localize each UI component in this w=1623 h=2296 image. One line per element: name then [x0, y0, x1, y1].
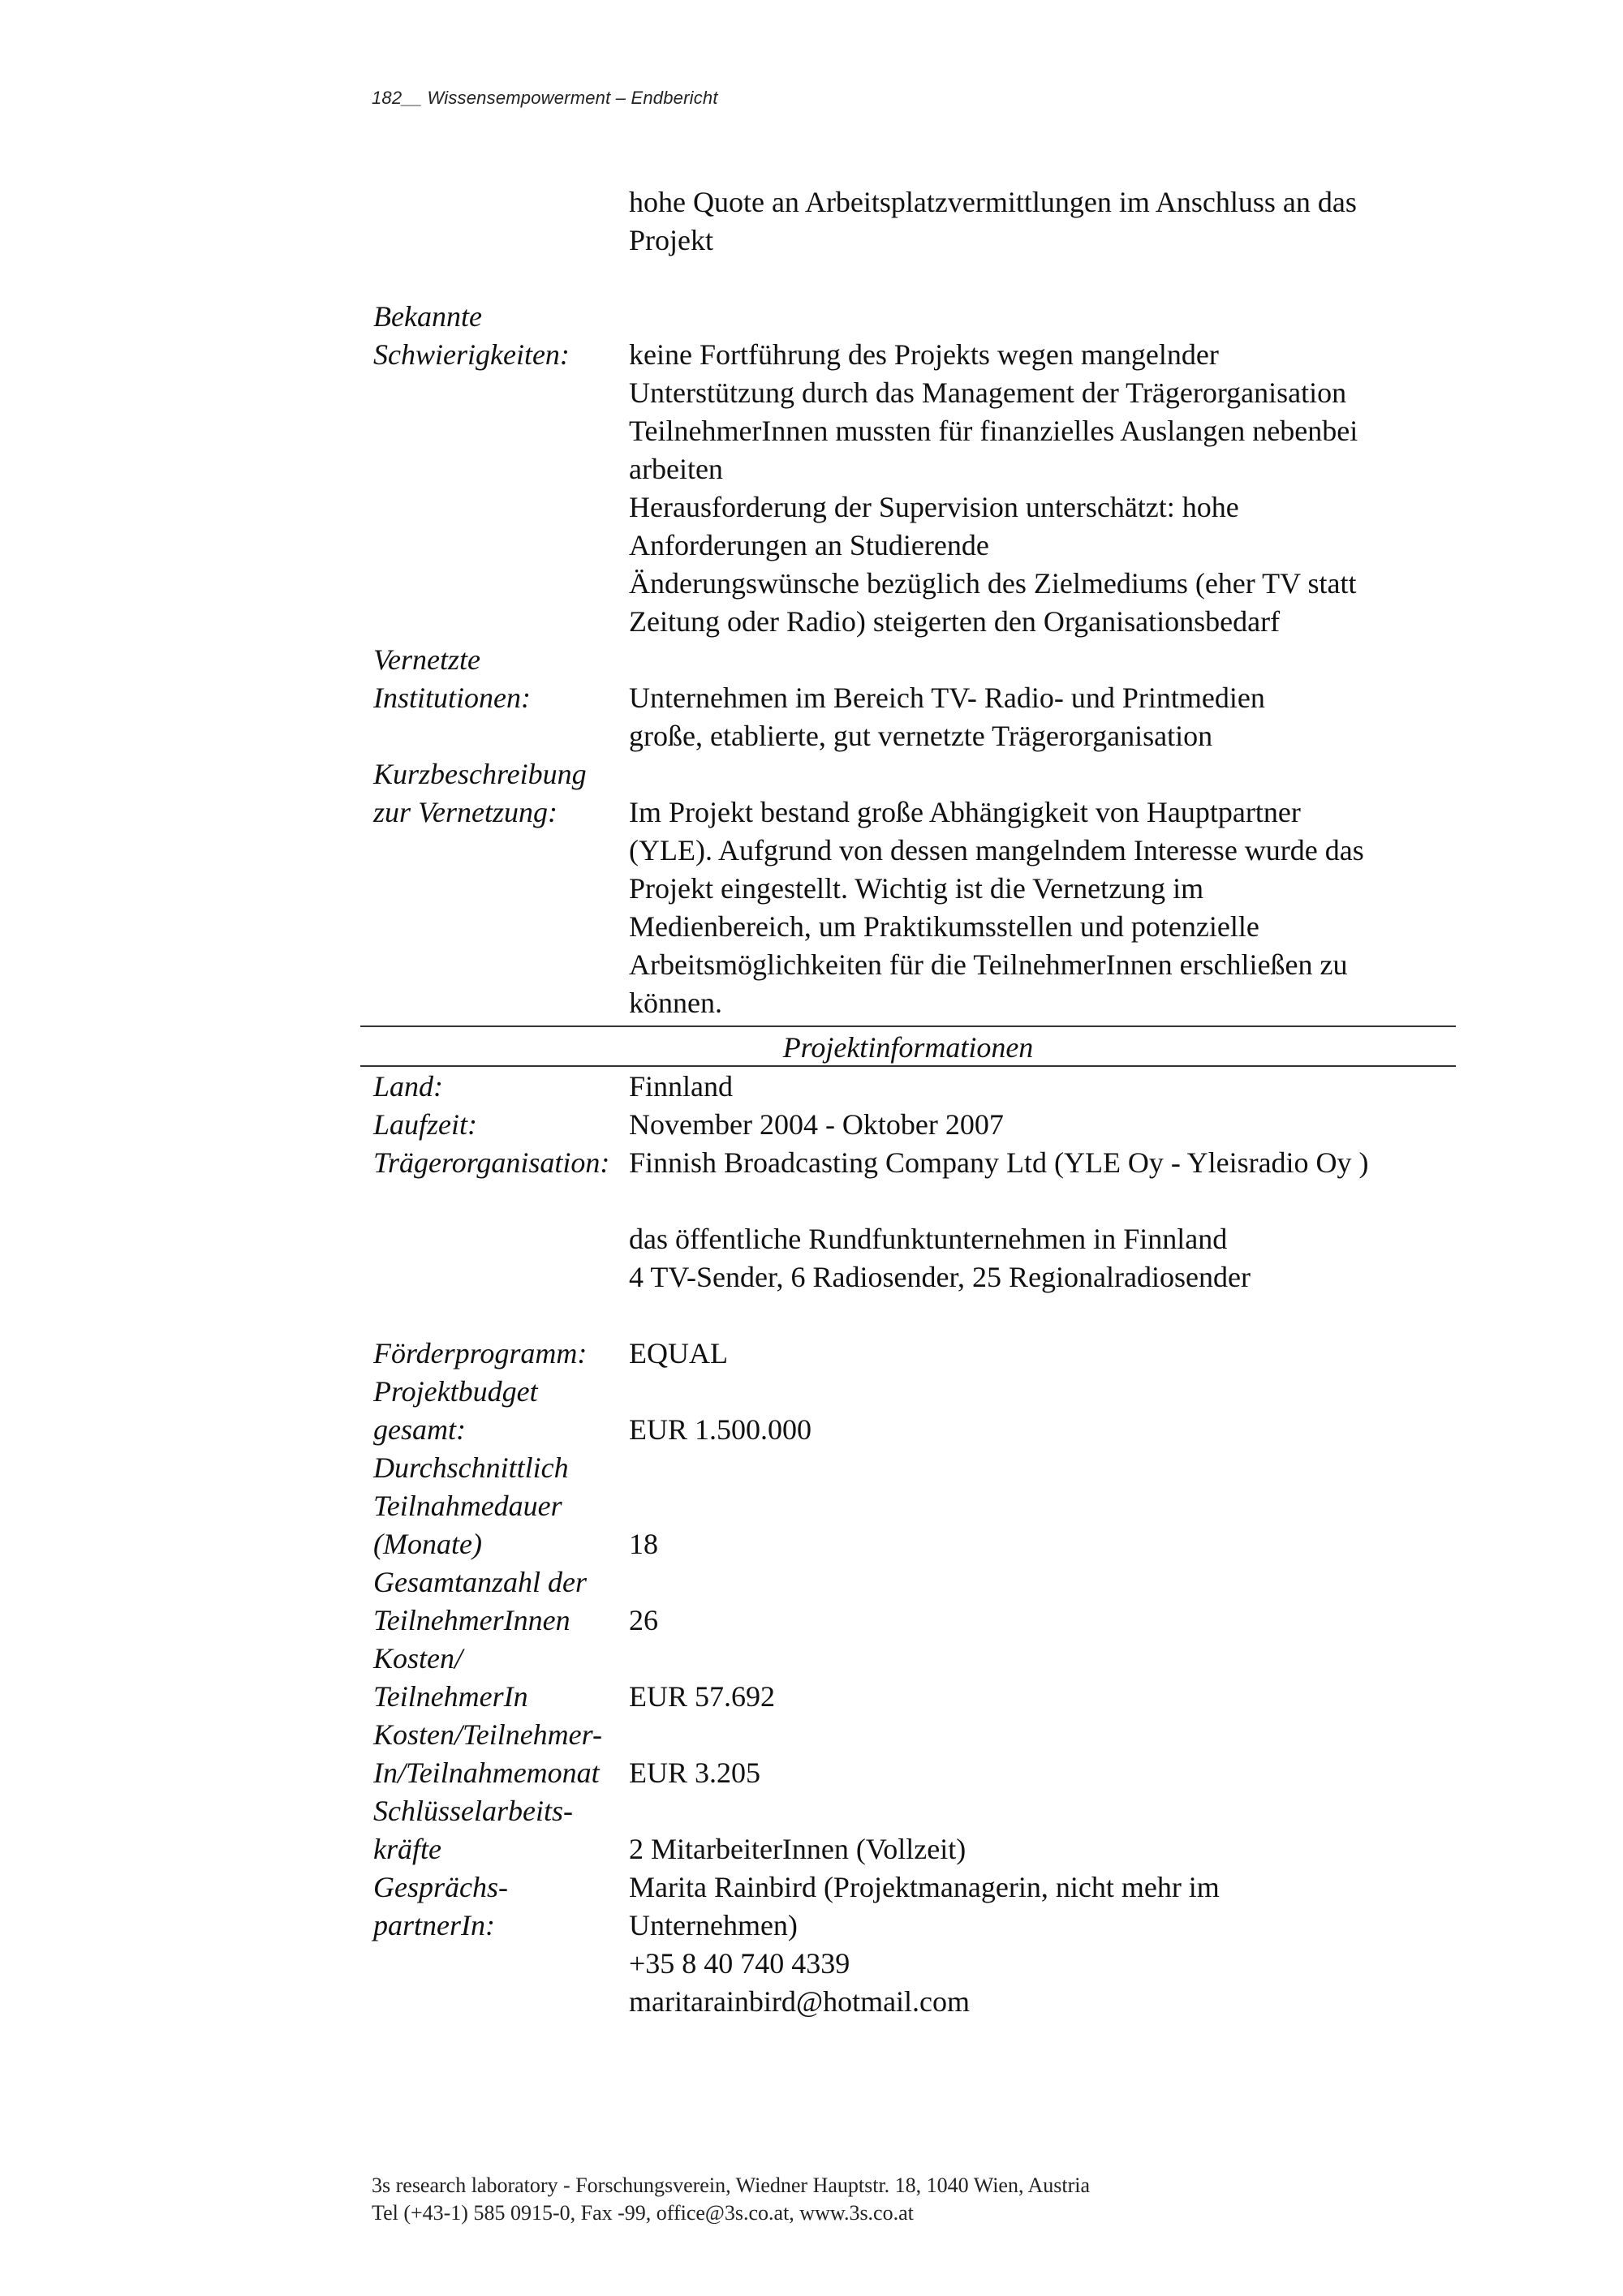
- section-title: Projektinformationen: [782, 1031, 1034, 1064]
- text-line: Unterstützung durch das Management der Trägerorganisation: [629, 376, 1347, 409]
- budget-value: EUR 1.500.000: [629, 1413, 812, 1446]
- text-line: Unternehmen im Bereich TV- Radio- und Printmedien: [629, 681, 1265, 714]
- dauer-label: (Monate): [373, 1528, 482, 1560]
- kosten-monat-label: Kosten/Teilnehmer-: [373, 1718, 602, 1751]
- gespraech-label: Gesprächs-: [373, 1871, 508, 1903]
- anzahl-label: TeilnehmerInnen: [373, 1604, 570, 1636]
- difficulties-label: Bekannte: [373, 300, 482, 333]
- text-line: Zeitung oder Radio) steigerten den Organisationsbedarf: [629, 605, 1281, 638]
- kosten-label: TeilnehmerIn: [373, 1680, 528, 1713]
- land-value: Finnland: [629, 1070, 734, 1103]
- text-line: keine Fortführung des Projekts wegen mangelnder: [629, 338, 1219, 371]
- section-rule-top: [360, 1025, 1456, 1027]
- traeger-label: Trägerorganisation:: [373, 1146, 610, 1179]
- dauer-label: Teilnahmedauer: [373, 1490, 562, 1522]
- anzahl-label: Gesamtanzahl der: [373, 1566, 587, 1598]
- text-line: (YLE). Aufgrund von dessen mangelndem Interesse wurde das: [629, 834, 1364, 866]
- land-label: Land:: [373, 1070, 444, 1103]
- text-line: Projekt eingestellt. Wichtig ist die Vernetzung im: [629, 872, 1204, 905]
- running-head: 182__ Wissensempowerment – Endbericht: [372, 88, 718, 108]
- contact-email: maritarainbird@hotmail.com: [629, 1985, 971, 2018]
- anzahl-value: 26: [629, 1604, 658, 1636]
- footer-address: 3s research laboratory - Forschungsverein, Wiedner Hauptstr. 18, 1040 Wien, Austria: [372, 2173, 1091, 2197]
- difficulties-label: Schwierigkeiten:: [373, 338, 570, 371]
- laufzeit-label: Laufzeit:: [373, 1108, 478, 1141]
- schluessel-label: kräfte: [373, 1833, 441, 1865]
- dauer-value: 18: [629, 1528, 658, 1560]
- networking-label: zur Vernetzung:: [373, 796, 558, 828]
- text-line: hohe Quote an Arbeitsplatzvermittlungen im Anschluss an das: [629, 186, 1357, 218]
- text-line: große, etablierte, gut vernetzte Trägerorganisation: [629, 720, 1213, 752]
- page-footer: [372, 2172, 1090, 2227]
- gespraech-label: partnerIn:: [373, 1909, 495, 1941]
- kosten-label: Kosten/: [373, 1642, 463, 1675]
- contact-phone: +35 8 40 740 4339: [629, 1947, 850, 1980]
- laufzeit-value: November 2004 - Oktober 2007: [629, 1108, 1004, 1141]
- text-line: Projekt: [629, 224, 713, 256]
- traeger-detail: das öffentliche Rundfunktunternehmen in Finnland: [629, 1223, 1228, 1255]
- text-line: Anforderungen an Studierende: [629, 529, 989, 561]
- text-line: Im Projekt bestand große Abhängigkeit von Hauptpartner: [629, 796, 1301, 828]
- foerder-label: Förderprogramm:: [373, 1337, 588, 1369]
- text-line: können.: [629, 987, 722, 1019]
- foerder-value: EQUAL: [629, 1337, 728, 1369]
- traeger-detail: 4 TV-Sender, 6 Radiosender, 25 Regionalradiosender: [629, 1261, 1251, 1293]
- text-line: Änderungswünsche bezüglich des Zielmediums (eher TV statt: [629, 567, 1357, 600]
- text-line: arbeiten: [629, 453, 723, 485]
- section-rule-bottom: [360, 1065, 1456, 1067]
- traeger-value: Finnish Broadcasting Company Ltd (YLE Oy - Yleisradio Oy ): [629, 1146, 1369, 1179]
- schluessel-label: Schlüsselarbeits-: [373, 1795, 573, 1827]
- budget-label: Projektbudget: [373, 1375, 538, 1408]
- kosten-monat-value: EUR 3.205: [629, 1756, 760, 1789]
- kosten-monat-label: In/Teilnahmemonat: [373, 1756, 600, 1789]
- dauer-label: Durchschnittlich: [373, 1451, 569, 1484]
- text-line: Medienbereich, um Praktikumsstellen und potenzielle: [629, 910, 1259, 943]
- footer-contact: Tel (+43-1) 585 0915-0, Fax -99, office@3s.co.at, www.3s.co.at: [372, 2201, 914, 2225]
- text-line: TeilnehmerInnen mussten für finanzielles Auslangen nebenbei: [629, 415, 1358, 447]
- institutions-label: Institutionen:: [373, 681, 531, 714]
- contact-name: Marita Rainbird (Projektmanagerin, nicht mehr im: [629, 1871, 1220, 1903]
- contact-note: Unternehmen): [629, 1909, 798, 1941]
- schluessel-value: 2 MitarbeiterInnen (Vollzeit): [629, 1833, 966, 1865]
- text-line: Herausforderung der Supervision unterschätzt: hohe: [629, 491, 1239, 523]
- budget-label: gesamt:: [373, 1413, 466, 1446]
- kosten-value: EUR 57.692: [629, 1680, 775, 1713]
- text-line: Arbeitsmöglichkeiten für die TeilnehmerInnen erschließen zu: [629, 948, 1348, 981]
- institutions-label: Vernetzte: [373, 643, 480, 676]
- networking-label: Kurzbeschreibung: [373, 758, 587, 790]
